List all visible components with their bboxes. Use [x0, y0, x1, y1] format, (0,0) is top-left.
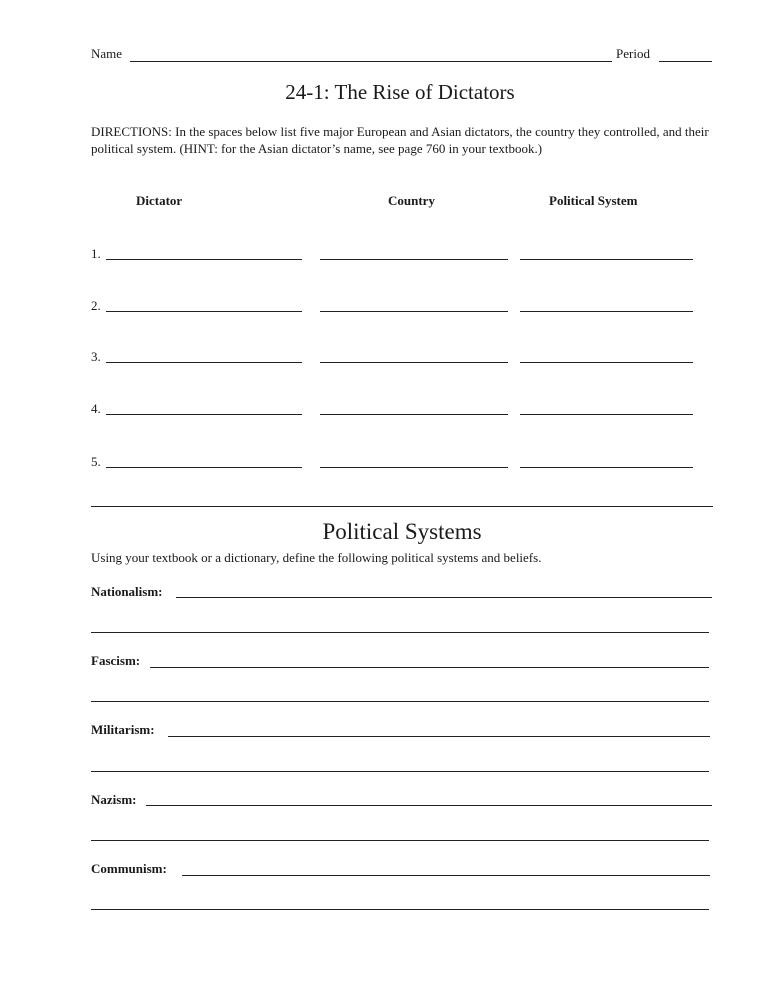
- militarism-definition-field-line-2[interactable]: [91, 771, 709, 772]
- political-system-field[interactable]: [520, 311, 693, 312]
- row-number: 3.: [91, 349, 101, 364]
- dictator-field[interactable]: [106, 414, 302, 415]
- section-title: Political Systems: [322, 519, 482, 544]
- nazism-definition-field-line-2[interactable]: [91, 840, 709, 841]
- dictator-field[interactable]: [106, 311, 302, 312]
- fascism-definition-field-line-2[interactable]: [91, 701, 709, 702]
- nationalism-definition-field-line-2[interactable]: [91, 632, 709, 633]
- nazism-definition-field[interactable]: [146, 805, 712, 806]
- country-field[interactable]: [320, 362, 508, 363]
- period-field[interactable]: [659, 61, 712, 62]
- political-system-field[interactable]: [520, 259, 693, 260]
- row-number: 5.: [91, 454, 101, 469]
- row-number: 2.: [91, 298, 101, 313]
- section-instructions: Using your textbook or a dictionary, define the following political systems and beliefs.: [91, 550, 542, 565]
- dictator-field[interactable]: [106, 467, 302, 468]
- column-header-dictator: Dictator: [136, 193, 183, 208]
- militarism-definition-field[interactable]: [168, 736, 710, 737]
- row-number: 4.: [91, 401, 101, 416]
- political-system-field[interactable]: [520, 467, 693, 468]
- communism-definition-field[interactable]: [182, 875, 710, 876]
- column-header-country: Country: [388, 193, 435, 208]
- country-field[interactable]: [320, 259, 508, 260]
- term-label-nationalism: Nationalism:: [91, 584, 163, 599]
- term-label-communism: Communism:: [91, 861, 167, 876]
- period-label: Period: [616, 46, 650, 61]
- term-label-militarism: Militarism:: [91, 722, 155, 737]
- nationalism-definition-field[interactable]: [176, 597, 712, 598]
- political-system-field[interactable]: [520, 362, 693, 363]
- section-divider: [91, 506, 713, 507]
- communism-definition-field-line-2[interactable]: [91, 909, 709, 910]
- term-label-fascism: Fascism:: [91, 653, 141, 668]
- directions-text: DIRECTIONS: In the spaces below list five major European and Asian dictators, the country they controlled, and their political system. (HINT: for the Asian dictator’s name, see page 760 in your textbook.): [91, 124, 709, 156]
- fascism-definition-field[interactable]: [150, 667, 709, 668]
- political-system-field[interactable]: [520, 414, 693, 415]
- row-number: 1.: [91, 246, 101, 261]
- country-field[interactable]: [320, 467, 508, 468]
- country-field[interactable]: [320, 414, 508, 415]
- name-field[interactable]: [130, 61, 612, 62]
- page-title: 24-1: The Rise of Dictators: [285, 80, 515, 104]
- name-label: Name: [91, 46, 123, 61]
- dictator-field[interactable]: [106, 259, 302, 260]
- dictator-field[interactable]: [106, 362, 302, 363]
- term-label-nazism: Nazism:: [91, 792, 137, 807]
- country-field[interactable]: [320, 311, 508, 312]
- column-header-political-system: Political System: [549, 193, 638, 208]
